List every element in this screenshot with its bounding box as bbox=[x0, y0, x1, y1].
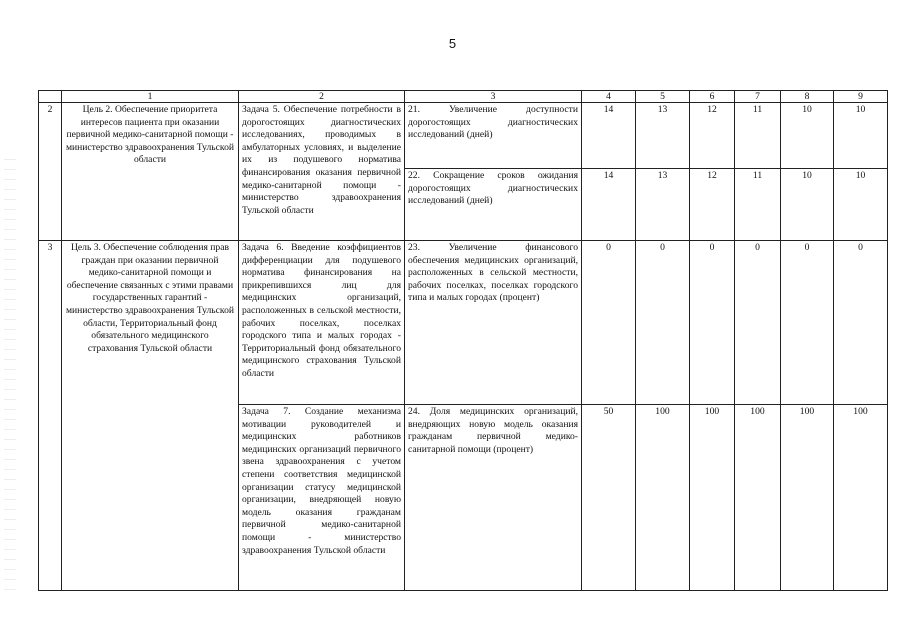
indicator-cell: 22. Сокращение сроков ожидания дорогостоящих диагностических исследований (дней) bbox=[405, 169, 582, 241]
header-cell: 4 bbox=[582, 91, 636, 103]
value-cell: 10 bbox=[781, 103, 834, 169]
table-row bbox=[39, 241, 888, 405]
task-cell: Задача 7. Создание механизма мотивации руководителей и медицинских работников медицинских организаций первичного звена здравоохранения с учетом степени соответствия медицинской организации статусу медицинской организации, внедряющей новую модель оказания гражданам первичной медико-санитарной помощи - министерство здравоохранения Тульской области bbox=[239, 405, 405, 591]
header-cell: 1 bbox=[62, 91, 239, 103]
page-number: 5 bbox=[448, 36, 457, 51]
value-cell: 50 bbox=[582, 405, 636, 591]
value-cell: 0 bbox=[834, 241, 888, 405]
task-cell: Задача 6. Введение коэффициентов дифференциации для подушевого норматива финансирования на прикрепившихся лиц для медицинских организаций, расположенных в сельской местности, рабочих поселках, поселках городского типа и малых городах - Территориальный фонд обязательного медицинского страхования Тульской области bbox=[239, 241, 405, 405]
task-cell: Задача 5. Обеспечение потребности в дорогостоящих диагностических исследованиях, проводимых в амбулаторных условиях, и выделение их из подушевого норматива финансирования оказания первичной медико-санитарной помощи - министерство здравоохранения Тульской области bbox=[239, 103, 405, 241]
header-cell: 3 bbox=[405, 91, 582, 103]
header-cell: 8 bbox=[781, 91, 834, 103]
indicator-cell: 23. Увеличение финансового обеспечения медицинских организаций, расположенных в сельской местности, рабочих поселках, поселках городского типа и малых городах (процент) bbox=[405, 241, 582, 405]
value-cell: 10 bbox=[834, 103, 888, 169]
value-cell: 14 bbox=[582, 169, 636, 241]
row-number: 3 bbox=[39, 241, 62, 591]
header-cell: 2 bbox=[239, 91, 405, 103]
value-cell: 10 bbox=[834, 169, 888, 241]
header-cell: 5 bbox=[636, 91, 690, 103]
header-cell-blank bbox=[39, 91, 62, 103]
value-cell: 14 bbox=[582, 103, 636, 169]
value-cell: 12 bbox=[690, 169, 735, 241]
value-cell: 11 bbox=[735, 103, 781, 169]
value-cell: 0 bbox=[582, 241, 636, 405]
goal-cell: Цель 2. Обеспечение приоритета интересов пациента при оказании первичной медико-санитарной помощи - министерство здравоохранения Тульской области bbox=[62, 103, 239, 241]
value-cell: 100 bbox=[834, 405, 888, 591]
row-number: 2 bbox=[39, 103, 62, 241]
value-cell: 12 bbox=[690, 103, 735, 169]
value-cell: 100 bbox=[781, 405, 834, 591]
value-cell: 13 bbox=[636, 103, 690, 169]
header-cell: 7 bbox=[735, 91, 781, 103]
value-cell: 0 bbox=[690, 241, 735, 405]
indicator-cell: 21. Увеличение доступности дорогостоящих диагностических исследований (дней) bbox=[405, 103, 582, 169]
value-cell: 100 bbox=[690, 405, 735, 591]
header-cell: 6 bbox=[690, 91, 735, 103]
value-cell: 13 bbox=[636, 169, 690, 241]
scan-margin-noise bbox=[4, 150, 16, 590]
header-cell: 9 bbox=[834, 91, 888, 103]
table-header-row bbox=[39, 91, 888, 103]
indicator-cell: 24. Доля медицинских организаций, внедряющих новую модель оказания гражданам первичной медико-санитарной помощи (процент) bbox=[405, 405, 582, 591]
value-cell: 10 bbox=[781, 169, 834, 241]
goal-cell: Цель 3. Обеспечение соблюдения прав граждан при оказании первичной медико-санитарной помощи и обеспечение связанных с этими правами государственных гарантий - министерство здравоохранения Тульской области, Территориальный фонд обязательного медицинского страхования Тульской области bbox=[62, 241, 239, 591]
value-cell: 100 bbox=[735, 405, 781, 591]
table-row bbox=[39, 103, 888, 169]
value-cell: 100 bbox=[636, 405, 690, 591]
value-cell: 11 bbox=[735, 169, 781, 241]
indicators-table bbox=[38, 90, 888, 591]
value-cell: 0 bbox=[781, 241, 834, 405]
value-cell: 0 bbox=[735, 241, 781, 405]
value-cell: 0 bbox=[636, 241, 690, 405]
